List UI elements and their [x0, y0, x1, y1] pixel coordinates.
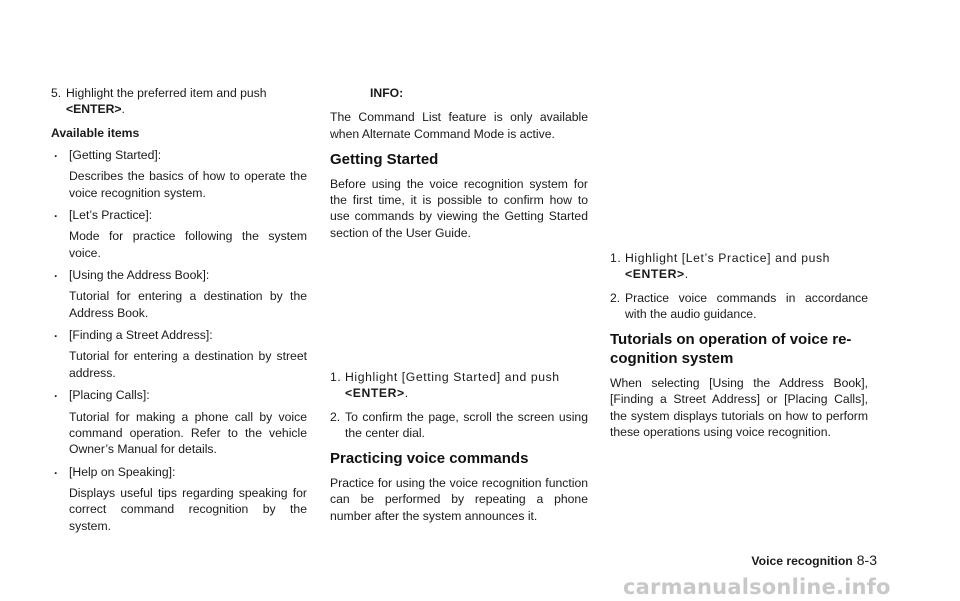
- list-item: [51, 464, 307, 480]
- available-items-heading: Available items: [51, 125, 140, 140]
- getting-started-text: Before using the voice recognition system for the first time, it is possible to confirm how to use commands by viewing the Getting Started section of the User Guide.: [330, 176, 588, 240]
- step-text: Highlight [Getting Started] and push: [345, 370, 560, 384]
- step-1: 1. Highlight [Getting Started] and push <ENTER>.: [330, 370, 560, 401]
- enter-key-label: <ENTER>: [66, 102, 122, 117]
- bullet-dot-icon: .: [54, 462, 58, 477]
- item-label: [Placing Calls]:: [69, 388, 150, 403]
- step-number: 2.: [330, 409, 341, 424]
- item-label: [Getting Started]:: [69, 148, 162, 163]
- bullet-dot-icon: .: [54, 206, 58, 221]
- page-footer: [751, 551, 877, 570]
- step-number: 1.: [610, 251, 622, 265]
- step-text: Highlight [Let’s Practice] and push: [625, 251, 831, 265]
- item-description: Tutorial for entering a destination by the Address Book.: [69, 289, 307, 320]
- page-number: 8-3: [856, 552, 877, 568]
- bullet-dot-icon: .: [54, 266, 58, 281]
- list-item: [51, 147, 307, 163]
- column-right: [610, 250, 868, 440]
- bullet-dot-icon: .: [54, 386, 58, 401]
- step-text: Highlight the preferred item and push: [66, 86, 267, 100]
- enter-key-label: <ENTER>: [625, 267, 685, 282]
- item-label: [Help on Speaking]:: [69, 464, 176, 479]
- list-item: [51, 387, 307, 403]
- info-text: The Command List feature is only available when Alternate Command Mode is active.: [330, 110, 588, 141]
- step-text: Practice voice commands in accordance with the audio guidance.: [625, 290, 868, 322]
- tutorials-heading: Tutorials on operation of voice re-cognition system: [610, 331, 852, 368]
- column-middle-steps: [330, 369, 588, 524]
- bullet-dot-icon: .: [54, 146, 58, 161]
- practicing-heading: Practicing voice commands: [330, 450, 529, 468]
- list-item: [51, 267, 307, 283]
- step-5: 5. Highlight the preferred item and push <ENTER>.: [51, 86, 267, 117]
- bullet-dot-icon: .: [54, 326, 58, 341]
- item-description: Tutorial for entering a destination by street address.: [69, 349, 307, 380]
- list-item: [51, 207, 307, 223]
- item-description: Displays useful tips regarding speaking for correct command recognition by the system.: [69, 485, 307, 533]
- watermark: carmanualsonline.info: [623, 575, 891, 599]
- item-label: [Using the Address Book]:: [69, 268, 210, 283]
- item-label: [Let’s Practice]:: [69, 208, 153, 223]
- item-description: Describes the basics of how to operate the voice recognition system.: [69, 169, 307, 200]
- item-label: [Finding a Street Address]:: [69, 328, 213, 343]
- step-number: 2.: [610, 290, 621, 305]
- tutorials-text: When selecting [Using the Address Book], [Finding a Street Address] or [Placing Calls], the system displays tutorials on how to perform these operations using voice recognition.: [610, 375, 868, 439]
- column-left: [51, 85, 307, 534]
- step-2: [610, 290, 868, 323]
- step-1: 1. Highlight [Let’s Practice] and push <ENTER>.: [610, 251, 831, 282]
- step-2: [330, 409, 588, 442]
- step-text: To confirm the page, scroll the screen using the center dial.: [345, 409, 588, 441]
- step-number: 1.: [330, 370, 342, 384]
- item-description: Mode for practice following the system voice.: [69, 229, 307, 260]
- item-description: Tutorial for making a phone call by voice command operation. Refer to the vehicle Owner’s Manual for details.: [69, 409, 307, 457]
- step-number: 5.: [51, 86, 62, 100]
- info-title: INFO:: [370, 86, 404, 100]
- enter-key-label: <ENTER>: [345, 386, 405, 401]
- section-name: Voice recognition: [751, 554, 853, 568]
- practicing-text: Practice for using the voice recognition function can be performed by repeating a phone number after the system announces it.: [330, 476, 588, 523]
- list-item: [51, 327, 307, 343]
- column-middle: [330, 85, 588, 241]
- getting-started-heading: Getting Started: [330, 151, 439, 169]
